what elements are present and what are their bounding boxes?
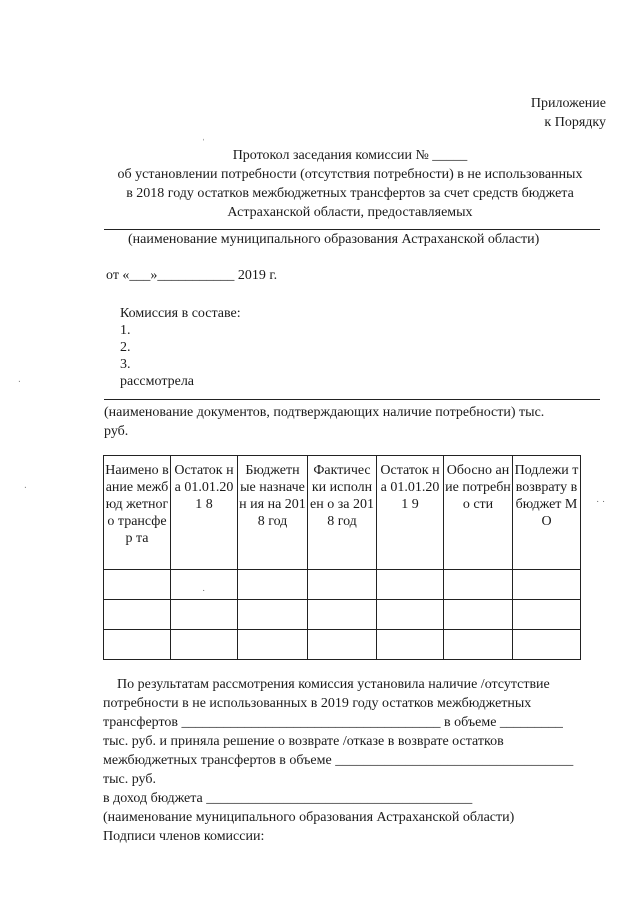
table-cell [104, 600, 171, 630]
table-cell [238, 630, 308, 660]
table-header-row [104, 456, 581, 570]
header-refund-mo: Подлежи т возврату в бюджет МО [513, 456, 581, 570]
scan-speck: ˑ [18, 378, 21, 389]
table-cell [377, 630, 444, 660]
table-cell [171, 630, 238, 660]
table-cell [513, 630, 581, 660]
table-cell [104, 630, 171, 660]
documents-caption [104, 403, 544, 441]
result-line-3: трансфертов _____________________________________ в объеме _________ [103, 715, 563, 730]
table-cell [171, 600, 238, 630]
table-row [104, 630, 581, 660]
result-line-6: тыс. руб. [103, 772, 156, 787]
header-actual-2018: Фактичес ки исполнен о за 2018 год [308, 456, 377, 570]
documents-underline [104, 399, 600, 400]
result-line-2: потребности в не использованных в 2019 году остатков межбюджетных [103, 696, 532, 711]
table-row [104, 570, 581, 600]
protocol-title [100, 146, 600, 222]
commission-reviewed: рассмотрела [120, 374, 195, 389]
result-block [103, 675, 573, 846]
result-line-4: тыс. руб. и приняла решение о возврате /отказе в возврате остатков [103, 734, 504, 749]
table-row [104, 600, 581, 630]
municipality-underline [104, 229, 600, 230]
table-cell [308, 600, 377, 630]
appendix-note [531, 94, 606, 132]
title-line-2: об установлении потребности (отсутствия потребности) в не использованных [117, 167, 583, 182]
scan-speck: ˌ [202, 130, 206, 141]
table-cell [308, 630, 377, 660]
appendix-line-2: к Порядку [544, 115, 606, 130]
header-budget-2018: Бюджетн ые назначен ия на 2018 год [238, 456, 308, 570]
table-cell [444, 630, 513, 660]
title-line-4: Астраханской области, предоставляемых [227, 205, 473, 220]
documents-caption-line-2: руб. [104, 424, 129, 439]
header-balance-2018: Остаток на 01.01.201 8 [171, 456, 238, 570]
scan-speck: ˑ [24, 484, 27, 495]
table-cell [238, 600, 308, 630]
header-transfer-name: Наимено вание межбюд жетного трансфер та [104, 456, 171, 570]
header-balance-2019: Остаток на 01.01.201 9 [377, 456, 444, 570]
commission-block [120, 305, 241, 390]
transfers-table [103, 455, 581, 660]
documents-caption-line-1: (наименование документов, подтверждающих наличие потребности) тыс. [104, 405, 545, 420]
header-justification: Обосно ание потребно сти [444, 456, 513, 570]
result-line-8: (наименование муниципального образования Астраханской области) [103, 810, 515, 825]
scan-speck: ˙ [202, 589, 206, 600]
commission-member-1: 1. [120, 323, 131, 338]
commission-member-2: 2. [120, 340, 131, 355]
table-cell [104, 570, 171, 600]
date-line: от «___»___________ 2019 г. [106, 268, 278, 283]
commission-member-3: 3. [120, 357, 131, 372]
table-cell [238, 570, 308, 600]
result-line-9: Подписи членов комиссии: [103, 829, 265, 844]
table-cell [308, 570, 377, 600]
table-cell [444, 570, 513, 600]
table-cell [513, 570, 581, 600]
table-cell [377, 600, 444, 630]
result-line-5: межбюджетных трансфертов в объеме __________________________________ [103, 753, 574, 768]
municipality-caption: (наименование муниципального образования Астраханской области) [128, 232, 540, 247]
appendix-line-1: Приложение [530, 96, 606, 111]
title-line-3: в 2018 году остатков межбюджетных трансфертов за счет средств бюджета [126, 186, 574, 201]
table-cell [513, 600, 581, 630]
scan-speck: ˙ ˙ [596, 500, 606, 511]
result-line-1: По результатам рассмотрения комиссия установила наличие /отсутствие [117, 677, 550, 692]
table-cell [377, 570, 444, 600]
title-line-1: Протокол заседания комиссии № _____ [232, 148, 468, 163]
table-cell [444, 600, 513, 630]
commission-heading: Комиссия в составе: [120, 306, 241, 321]
result-line-7: в доход бюджета ______________________________________ [103, 791, 473, 806]
